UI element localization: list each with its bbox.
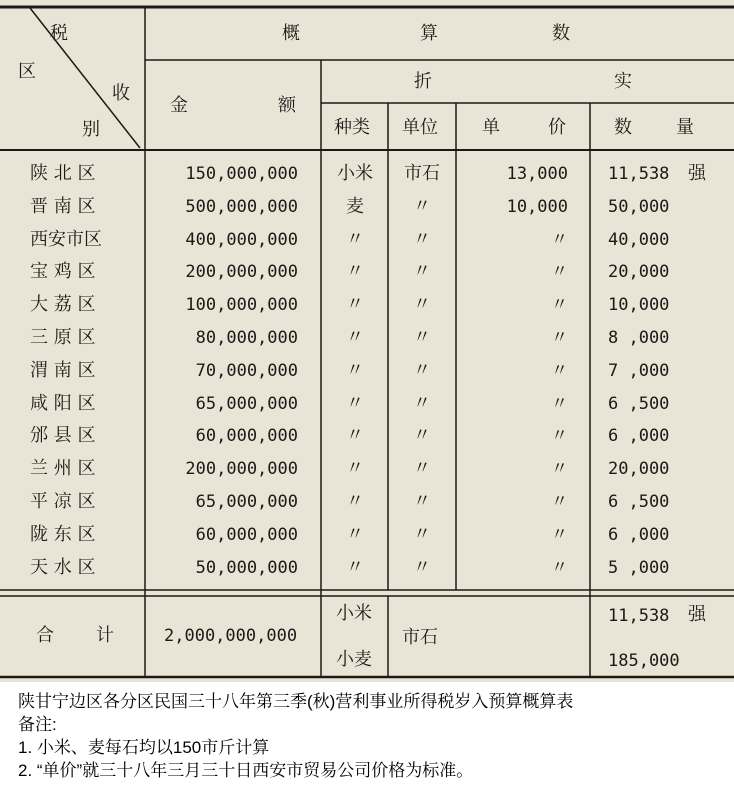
- row-price: 〃: [551, 394, 568, 414]
- header-gaisuan-2: 算: [420, 23, 438, 44]
- row-kind: 小米: [337, 163, 373, 184]
- caption-note-1: 1. 小米、麦每石均以150市斤计算: [18, 738, 270, 757]
- total-unit: 市石: [402, 627, 438, 648]
- row-kind: 〃: [346, 425, 364, 446]
- header-gaisuan-1: 概: [282, 23, 300, 44]
- caption-notes-label: 备注:: [18, 715, 57, 734]
- row-amount: 100,000,000: [185, 295, 298, 315]
- row-unit: 〃: [413, 196, 431, 217]
- row-region: 西安市区: [30, 229, 102, 250]
- row-kind: 〃: [346, 294, 364, 315]
- row-qty: 7 ,000: [608, 361, 670, 381]
- row-qty: 11,538: [608, 164, 670, 184]
- row-amount: 200,000,000: [185, 262, 298, 282]
- caption-title: 陕甘宁边区各分区民国三十八年第三季(秋)营利事业所得税岁入预算概算表: [18, 692, 574, 711]
- row-amount: 500,000,000: [185, 197, 298, 217]
- header-qty-2: 量: [676, 117, 694, 138]
- row-amount: 200,000,000: [185, 459, 298, 479]
- row-region: 兰 州 区: [30, 458, 96, 479]
- row-price: 〃: [551, 230, 568, 250]
- row-amount: 80,000,000: [195, 328, 298, 348]
- row-qty: 6 ,500: [608, 394, 670, 414]
- header-amount-2: 额: [278, 95, 296, 116]
- header-shi: 实: [614, 71, 632, 92]
- caption-note-2: 2. “单价”就三十八年三月三十日西安市贸易公司价格为标准。: [18, 761, 474, 780]
- row-qty: 50,000: [608, 197, 670, 217]
- row-price: 〃: [551, 361, 568, 381]
- row-qty: 6 ,500: [608, 492, 670, 512]
- row-price: 〃: [551, 558, 568, 578]
- table-caption: [18, 690, 728, 782]
- row-region: 晋 南 区: [30, 196, 96, 217]
- total-qty-wheat: 185,000: [608, 651, 680, 671]
- row-region: 陇 东 区: [30, 524, 96, 545]
- row-unit: 〃: [413, 524, 431, 545]
- total-kind-millet: 小米: [336, 603, 372, 624]
- header-amount-1: 金: [170, 95, 188, 116]
- row-qty: 20,000: [608, 459, 670, 479]
- row-region: 邠 县 区: [30, 425, 96, 446]
- total-amount: 2,000,000,000: [164, 626, 298, 646]
- row-region: 三 原 区: [30, 327, 96, 348]
- row-amount: 50,000,000: [195, 558, 298, 578]
- total-qty-millet: 11,538: [608, 606, 670, 626]
- header-price-1: 单: [482, 117, 500, 138]
- row-unit: 〃: [413, 557, 431, 578]
- row-unit: 〃: [413, 327, 431, 348]
- total-label-2: 计: [96, 625, 114, 646]
- row-qty: 10,000: [608, 295, 670, 315]
- row-price: 〃: [551, 328, 568, 348]
- header-zhe: 折: [414, 71, 432, 92]
- row-region: 咸 阳 区: [30, 393, 96, 414]
- row-region: 天 水 区: [30, 557, 96, 578]
- row-kind: 〃: [346, 557, 364, 578]
- row-price: 10,000: [506, 197, 568, 217]
- row-kind: 〃: [346, 229, 364, 250]
- row-kind: 〃: [346, 393, 364, 414]
- row-amount: 60,000,000: [195, 525, 298, 545]
- row-region: 陕 北 区: [30, 163, 96, 184]
- row-kind: 〃: [346, 261, 364, 282]
- row-price: 〃: [551, 492, 568, 512]
- row-amount: 65,000,000: [195, 394, 298, 414]
- total-kind-wheat: 小麦: [336, 649, 372, 670]
- row-region: 大 荔 区: [30, 294, 96, 315]
- row-qty: 6 ,000: [608, 426, 670, 446]
- corner-label-tax: 税: [50, 23, 68, 44]
- corner-label-revenue: 收: [112, 83, 130, 104]
- row-amount: 400,000,000: [185, 230, 298, 250]
- corner-label-category: 别: [82, 119, 100, 140]
- row-unit: 〃: [413, 261, 431, 282]
- row-qty: 20,000: [608, 262, 670, 282]
- row-unit: 市石: [404, 163, 440, 184]
- row-price: 〃: [551, 295, 568, 315]
- row-kind: 〃: [346, 327, 364, 348]
- row-region: 宝 鸡 区: [30, 261, 96, 282]
- total-qty-millet-note: 强: [688, 604, 706, 625]
- total-label-1: 合: [36, 625, 54, 646]
- row-kind: 〃: [346, 458, 364, 479]
- row-price: 13,000: [506, 164, 568, 184]
- row-unit: 〃: [413, 229, 431, 250]
- row-unit: 〃: [413, 491, 431, 512]
- row-kind: 〃: [346, 491, 364, 512]
- row-qty: 8 ,000: [608, 328, 670, 348]
- row-unit: 〃: [413, 425, 431, 446]
- row-qty-note: 强: [688, 163, 706, 184]
- row-price: 〃: [551, 525, 568, 545]
- row-kind: 〃: [346, 360, 364, 381]
- header-gaisuan-3: 数: [552, 23, 570, 44]
- header-price-2: 价: [548, 117, 566, 138]
- row-qty: 40,000: [608, 230, 670, 250]
- row-qty: 5 ,000: [608, 558, 670, 578]
- header-kind: 种类: [334, 117, 370, 138]
- header-qty-1: 数: [614, 117, 632, 138]
- row-amount: 60,000,000: [195, 426, 298, 446]
- row-unit: 〃: [413, 360, 431, 381]
- header-unit: 单位: [402, 117, 438, 138]
- row-amount: 70,000,000: [195, 361, 298, 381]
- row-price: 〃: [551, 426, 568, 446]
- corner-label-district: 区: [18, 61, 36, 82]
- row-price: 〃: [551, 262, 568, 282]
- row-unit: 〃: [413, 458, 431, 479]
- row-price: 〃: [551, 459, 568, 479]
- row-amount: 65,000,000: [195, 492, 298, 512]
- row-region: 渭 南 区: [30, 360, 96, 381]
- row-qty: 6 ,000: [608, 525, 670, 545]
- row-kind: 〃: [346, 524, 364, 545]
- row-kind: 麦: [346, 196, 364, 217]
- row-unit: 〃: [413, 294, 431, 315]
- row-amount: 150,000,000: [185, 164, 298, 184]
- row-region: 平 凉 区: [30, 491, 96, 512]
- row-unit: 〃: [413, 393, 431, 414]
